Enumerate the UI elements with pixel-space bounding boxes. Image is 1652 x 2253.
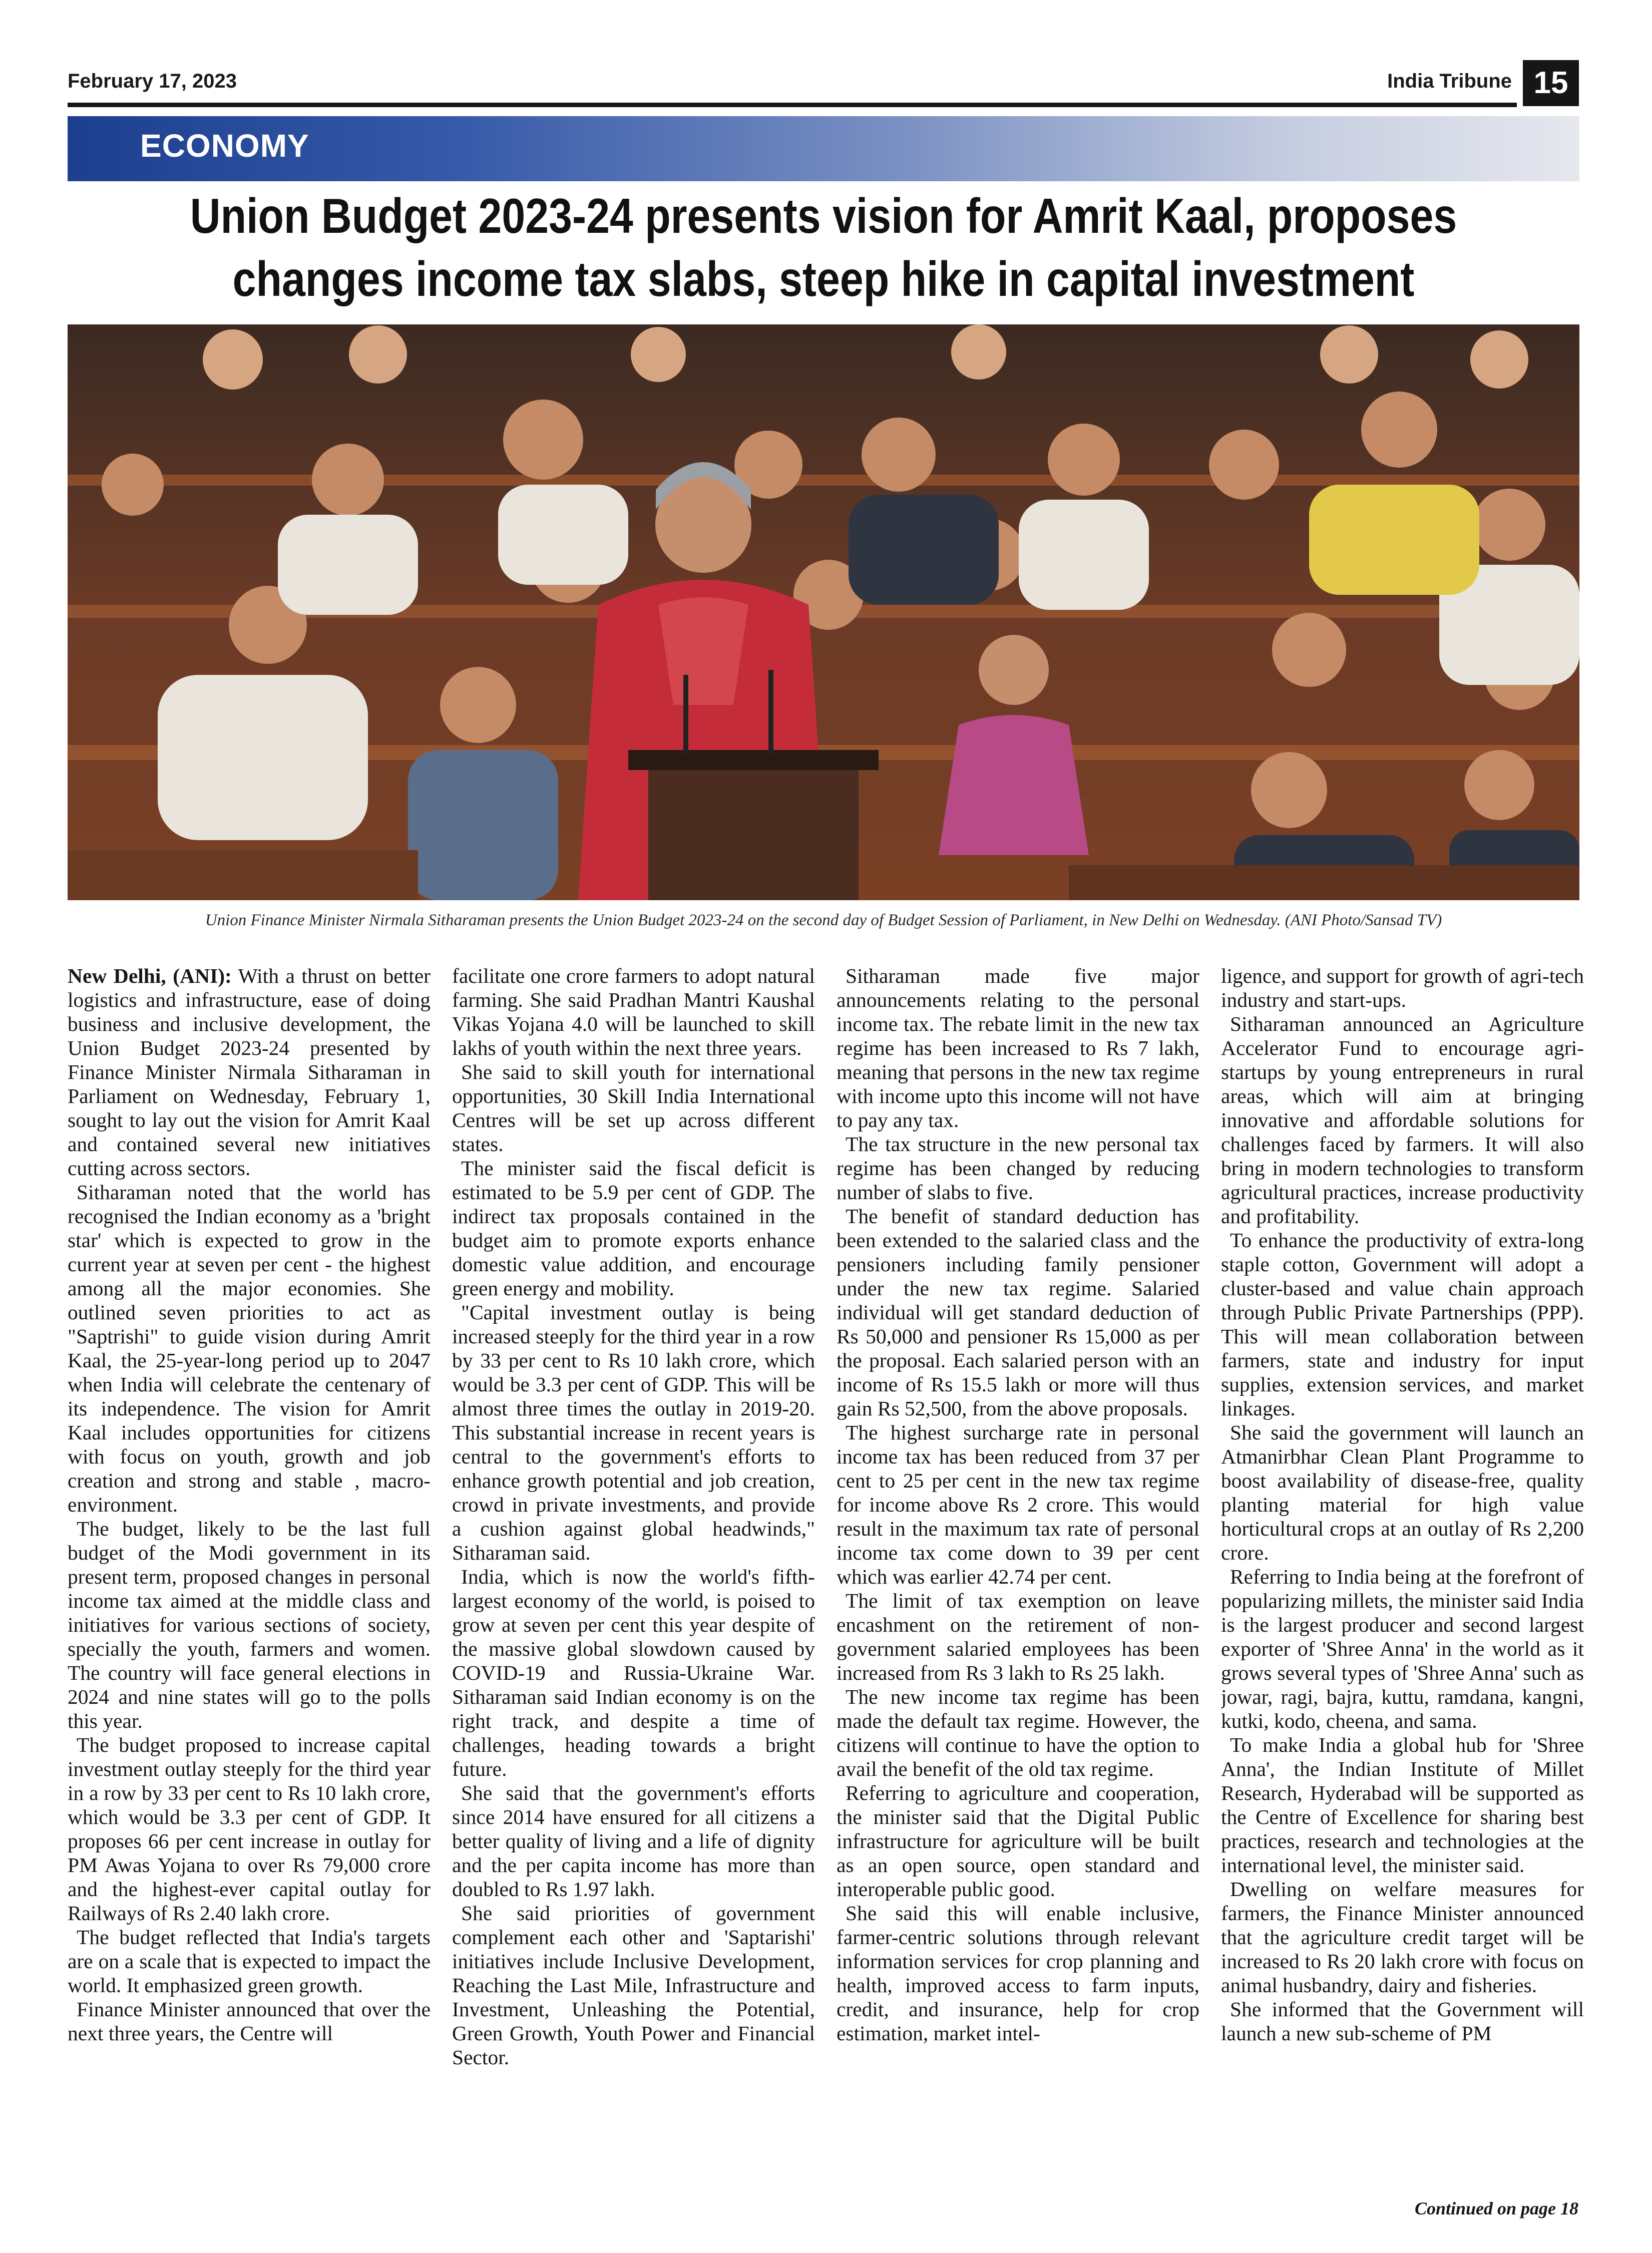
headline: Union Budget 2023-24 presents vision for Amrit Kaal, proposes changes income tax slabs, steep hike in capital investment: [190, 188, 1457, 306]
article-paragraph: Sitharaman noted that the world has recognised the Indian economy as a 'bright star' which is expected to grow in the current year at seven per cent - the highest among all the major economies. She outlined seven priorities to act as "Saptrishi" to guide vision during Amrit Kaal, the 25-year-long period up to 2047 when India will celebrate the centenary of its independence. The vision for Amrit Kaal includes opportunities for citizens with focus on youth, growth and job creation and strong and stable , macro-environment.: [68, 1181, 431, 1516]
article-column-3: [837, 964, 1199, 2200]
article-paragraph: ligence, and support for growth of agri-tech industry and start-ups.: [1221, 964, 1584, 1011]
article-paragraph: She informed that the Government will launch a new sub-scheme of PM: [1221, 1998, 1584, 2045]
dateline: New Delhi, (ANI):: [68, 964, 232, 987]
article-column-1: [68, 964, 431, 2200]
article-paragraph: She said priorities of government complement each other and 'Saptarishi' initiatives include Inclusive Development, Reaching the Last Mile, Infrastructure and Investment, Unleashing the Potential, Green Growth, Youth Power and Financial Sector.: [452, 1902, 815, 2069]
article-paragraph: Dwelling on welfare measures for farmers, the Finance Minister announced that the agriculture credit target will be increased to Rs 20 lakh crore with focus on animal husbandry, dairy and fisheries.: [1221, 1878, 1584, 1997]
article-paragraph: facilitate one crore farmers to adopt natural farming. She said Pradhan Mantri Kaushal Vikas Yojana 4.0 will be launched to skill lakhs of youth within the next three years.: [452, 964, 815, 1059]
article-paragraph: The limit of tax exemption on leave encashment on the retirement of non-government salaried employees has been increased from Rs 3 lakh to Rs 25 lakh.: [837, 1589, 1199, 1684]
article-column-2: [452, 964, 815, 2200]
article-paragraph: The minister said the fiscal deficit is estimated to be 5.9 per cent of GDP. The indirect tax proposals contained in the budget aim to promote exports enhance domestic value addition, and encourage green energy and mobility.: [452, 1157, 815, 1300]
article-paragraph: The budget reflected that India's targets are on a scale that is expected to impact the world. It emphasized green growth.: [68, 1926, 431, 1997]
article-paragraph: The budget proposed to increase capital investment outlay steeply for the third year in a row by 33 per cent to Rs 10 lakh crore, which would be 3.3 per cent of GDP. It proposes 66 per cent increase in outlay for PM Awas Yojana to over Rs 79,000 crore and the highest-ever capital outlay for Railways of Rs 2.40 lakh crore.: [68, 1733, 431, 1925]
article-paragraph: To enhance the productivity of extra-long staple cotton, Government will adopt a cluster-based and value chain approach through Public Private Partnerships (PPP). This will mean collaboration between farmers, state and industry for input supplies, extension services, and market linkages.: [1221, 1229, 1584, 1420]
section-label: ECONOMY: [140, 128, 309, 164]
article-paragraph: Referring to India being at the forefront of popularizing millets, the minister said India is the largest producer and second largest exporter of 'Shree Anna' in the world as it grows several types of 'Shree Anna' such as jowar, ragi, bajra, kuttu, ramdana, kangni, kutki, kodo, cheena, and sama.: [1221, 1565, 1584, 1732]
article-paragraph: India, which is now the world's fifth-largest economy of the world, is poised to grow at seven per cent this year despite of the massive global slowdown caused by COVID-19 and Russia-Ukraine War. Sitharaman said Indian economy is on the right track, and despite a time of challenges, heading towards a bright future.: [452, 1565, 815, 1780]
article-paragraph: The new income tax regime has been made the default tax regime. However, the citizens will continue to have the option to avail the benefit of the old tax regime.: [837, 1685, 1199, 1780]
article-paragraph: Referring to agriculture and cooperation, the minister said that the Digital Public infrastructure for agriculture will be built as an open source, open standard and interoperable public good.: [837, 1781, 1199, 1901]
parliament-photo: [68, 324, 1579, 900]
article-paragraph: The highest surcharge rate in personal income tax has been reduced from 37 per cent to 25 per cent in the new tax regime for income above Rs 2 crore. This would result in the maximum tax rate of personal income tax come down to 39 per cent which was earlier 42.74 per cent.: [837, 1421, 1199, 1588]
article-paragraph: She said to skill youth for international opportunities, 30 Skill India International Centres will be set up across different states.: [452, 1060, 815, 1156]
article-paragraph: "Capital investment outlay is being increased steeply for the third year in a row by 33 per cent to Rs 10 lakh crore, which would be 3.3 per cent of GDP. This will be almost three times the outlay in 2019-20. This substantial increase in recent years is central to the government's efforts to enhance growth potential and job creation, crowd in private investments, and provide a cushion against global headwinds," Sitharaman said.: [452, 1301, 815, 1564]
article-paragraph: Finance Minister announced that over the next three years, the Centre will: [68, 1998, 431, 2045]
article-paragraph: To make India a global hub for 'Shree Anna', the Indian Institute of Millet Research, Hyderabad will be supported as the Centre of Excellence for sharing best practices, research and technologies at the international level, the minister said.: [1221, 1733, 1584, 1876]
article-paragraph: New Delhi, (ANI): With a thrust on better logistics and infrastructure, ease of doing business and inclusive development, the Union Budget 2023-24 presented by Finance Minister Nirmala Sitharaman in Parliament on Wednesday, February 1, sought to lay out the vision for Amrit Kaal and contained several new initiatives cutting across sectors.: [68, 964, 431, 1180]
publication-name: India Tribune: [1387, 70, 1512, 92]
issue-date: February 17, 2023: [68, 70, 237, 92]
article-column-4: [1221, 964, 1584, 2200]
article-paragraph: She said the government will launch an Atmanirbhar Clean Plant Programme to boost availability of disease-free, quality planting material for high value horticultural crops at an outlay of Rs 2,200 crore.: [1221, 1421, 1584, 1564]
photo-caption: Union Finance Minister Nirmala Sitharaman presents the Union Budget 2023-24 on the second day of Budget Session of Parliament, in New Delhi on Wednesday. (ANI Photo/Sansad TV): [205, 911, 1442, 929]
article-paragraph: The benefit of standard deduction has been extended to the salaried class and the pensioners including family pensioner under the new tax regime. Salaried individual will get standard deduction of Rs 50,000 and pensioner Rs 15,000 as per the proposal. Each salaried person with an income of Rs 15.5 lakh or more will thus gain Rs 52,500, from the above proposals.: [837, 1205, 1199, 1420]
continued-link[interactable]: Continued on page 18: [1414, 2198, 1578, 2218]
article-paragraph: She said that the government's efforts since 2014 have ensured for all citizens a better quality of living and a life of dignity and the per capita income has more than doubled to Rs 1.97 lakh.: [452, 1781, 815, 1901]
page-number: 15: [1523, 60, 1579, 106]
article-paragraph: Sitharaman announced an Agriculture Accelerator Fund to encourage agri-startups by young entrepreneurs in rural areas, which will aim at bringing innovative and affordable solutions for challenges faced by farmers. It will also bring in modern technologies to transform agricultural practices, increase productivity and profitability.: [1221, 1012, 1584, 1228]
section-banner: [68, 116, 1579, 181]
article-paragraph: The tax structure in the new personal tax regime has been changed by reducing number of slabs to five.: [837, 1133, 1199, 1204]
article-paragraph: She said this will enable inclusive, farmer-centric solutions through relevant information services for crop planning and health, improved access to farm inputs, credit, and insurance, help for crop estimation, market intel-: [837, 1902, 1199, 2045]
header-rule: [68, 103, 1517, 107]
article-paragraph: The budget, likely to be the last full budget of the Modi government in its present term, proposed changes in personal income tax aimed at the middle class and initiatives for various sections of society, specially the youth, farmers and women. The country will face general elections in 2024 and nine states will go to the polls this year.: [68, 1517, 431, 1732]
article-paragraph: Sitharaman made five major announcements relating to the personal income tax. The rebate limit in the new tax regime has been increased to Rs 7 lakh, meaning that persons in the new tax regime with income upto this income will not have to pay any tax.: [837, 964, 1199, 1132]
